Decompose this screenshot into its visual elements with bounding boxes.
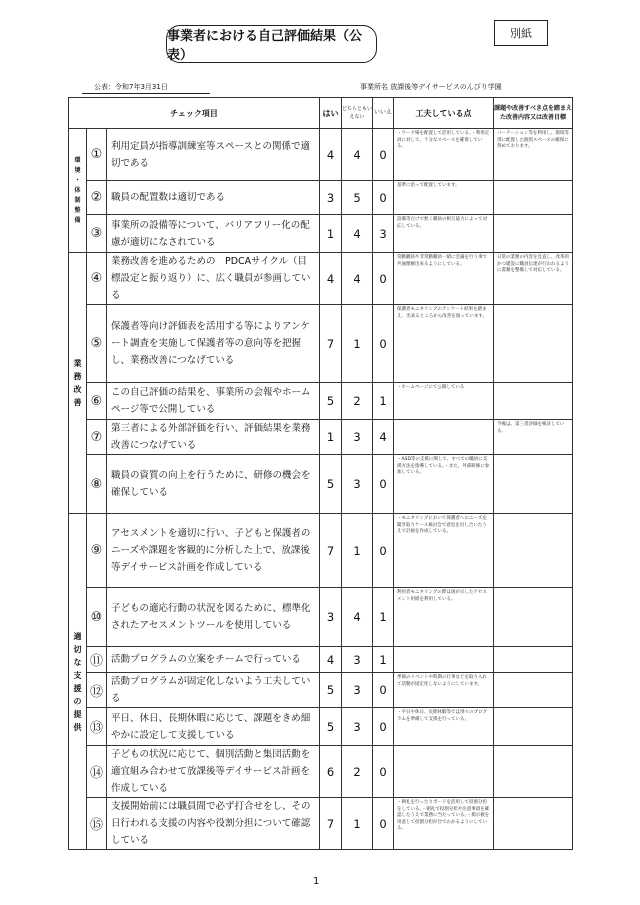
neither-count: 3 [342, 420, 373, 455]
no-count: 0 [373, 798, 394, 850]
category-improve: 業 務 改 善 [69, 253, 87, 514]
effort-note [394, 420, 494, 455]
evaluation-table [68, 97, 573, 850]
publication-date: 公表：令和7年3月31日 [94, 83, 168, 91]
row-number: ⑦ [87, 420, 107, 455]
row-number: ② [87, 181, 107, 215]
improvement-note [494, 708, 573, 746]
improvement-note [494, 588, 573, 647]
check-item-text: 利用定員が指導訓練室等スペースとの関係で適切である [107, 129, 320, 181]
table-row [69, 253, 573, 305]
neither-count: 5 [342, 181, 373, 215]
improvement-note [494, 305, 573, 383]
row-number: ⑪ [87, 647, 107, 673]
table-row [69, 129, 573, 181]
improvement-note [494, 647, 573, 673]
table-row [69, 181, 573, 215]
neither-count: 4 [342, 588, 373, 647]
neither-count: 1 [342, 305, 373, 383]
yes-count: 3 [320, 181, 342, 215]
check-item-text: 子どもの適応行動の状況を図るために、標準化されたアセスメントツールを使用している [107, 588, 320, 647]
effort-note [394, 647, 494, 673]
row-number: ⑧ [87, 455, 107, 514]
effort-note: 季節のイベントや時期の行事などを取り入れて活動が固定化しないようにしています。 [394, 673, 494, 708]
no-count: 0 [373, 129, 394, 181]
check-item-text: 平日、休日、長期休暇に応じて、課題をきめ細やかに設定して支援している [107, 708, 320, 746]
table-row [69, 420, 573, 455]
no-count: 0 [373, 673, 394, 708]
no-count: 1 [373, 647, 394, 673]
row-number: ⑫ [87, 673, 107, 708]
category-support: 適 切 な 支 援 の 提 供 [69, 514, 87, 850]
check-item-text: 職員の配置数は適切である [107, 181, 320, 215]
yes-count: 4 [320, 253, 342, 305]
no-count: 0 [373, 253, 394, 305]
check-item-text: 子どもの状況に応じて、個別活動と集団活動を適宜組み合わせて放課後等デイサービス計画を作成している [107, 746, 320, 798]
no-count: 3 [373, 215, 394, 253]
header-effort: 工夫している点 [394, 98, 494, 129]
yes-count: 7 [320, 514, 342, 588]
row-number: ⑨ [87, 514, 107, 588]
no-count: 0 [373, 514, 394, 588]
table-row [69, 647, 573, 673]
neither-count: 3 [342, 673, 373, 708]
check-item-text: 保護者等向け評価表を活用する等によりアンケート調査を実施して保護者等の意向等を把握し、業務改善につなげている [107, 305, 320, 383]
publication-date-underline [82, 93, 210, 94]
row-number: ⑮ [87, 798, 107, 850]
check-item-text: 事業所の設備等について、バリアフリー化の配慮が適切になされている [107, 215, 320, 253]
row-number: ⑥ [87, 383, 107, 420]
neither-count: 4 [342, 253, 373, 305]
category-env: 環 境 ・ 体 制 整 備 [69, 129, 87, 253]
yes-count: 5 [320, 383, 342, 420]
neither-count: 3 [342, 708, 373, 746]
neither-count: 2 [342, 383, 373, 420]
row-number: ⑭ [87, 746, 107, 798]
yes-count: 1 [320, 215, 342, 253]
yes-count: 7 [320, 305, 342, 383]
yes-count: 1 [320, 420, 342, 455]
check-item-text: 職員の資質の向上を行うために、研修の機会を確保している [107, 455, 320, 514]
neither-count: 1 [342, 514, 373, 588]
improvement-note [494, 215, 573, 253]
effort-note: ・平日や休日、長期休暇等では別々のプログラムを準備して支援を行っている。 [394, 708, 494, 746]
improvement-note [494, 746, 573, 798]
neither-count: 3 [342, 455, 373, 514]
effort-note: ・ASD等の支援に関して、すべての職員に支援方法を指導している。・また、外部研修に参加している。 [394, 455, 494, 514]
neither-count: 4 [342, 215, 373, 253]
table-row [69, 305, 573, 383]
table-row [69, 673, 573, 708]
effort-note: ・ホームページにて公開している [394, 383, 494, 420]
effort-note: 利用者モニタリングの際は国が示したアセスメント用紙を利用している。 [394, 588, 494, 647]
improvement-note [494, 383, 573, 420]
improvement-note [494, 455, 573, 514]
yes-count: 4 [320, 129, 342, 181]
row-number: ③ [87, 215, 107, 253]
facility-name: 事業所名 放課後等デイサービスのんびり学園 [360, 83, 502, 91]
check-item-text: 業務改善を進めるための PDCAサイクル（目標設定と振り返り）に、広く職員が参画している [107, 253, 320, 305]
no-count: 0 [373, 181, 394, 215]
check-item-text: この自己評価の結果を、事業所の会報やホームページ等で公開している [107, 383, 320, 420]
attachment-label [494, 20, 548, 46]
header-check-item: チェック項目 [69, 98, 320, 129]
no-count: 0 [373, 455, 394, 514]
improvement-note [494, 798, 573, 850]
attachment-label-text: 別紙 [510, 27, 532, 40]
no-count: 1 [373, 383, 394, 420]
yes-count: 4 [320, 647, 342, 673]
neither-count: 3 [342, 647, 373, 673]
check-item-text: 第三者による外部評価を行い、評価結果を業務改善につなげている [107, 420, 320, 455]
page-number: 1 [313, 876, 320, 887]
neither-count: 4 [342, 129, 373, 181]
neither-count: 1 [342, 798, 373, 850]
header-neither: どちらともいえない [342, 98, 373, 129]
document-title-text: 事業者における自己評価結果（公表） [167, 29, 363, 63]
check-item-text: アセスメントを適切に行い、子どもと保護者のニーズや課題を客観的に分析した上で、放課後等デイサービス計画を作成している [107, 514, 320, 588]
table-header-row [69, 98, 573, 129]
header-yes: はい [320, 98, 342, 129]
improvement-note [494, 181, 573, 215]
yes-count: 3 [320, 588, 342, 647]
effort-note: 基準に沿って配置しています。 [394, 181, 494, 215]
no-count: 1 [373, 588, 394, 647]
table-row [69, 215, 573, 253]
yes-count: 6 [320, 746, 342, 798]
no-count: 0 [373, 305, 394, 383]
improvement-note: 今後は、第三者評価を検討している。 [494, 420, 573, 455]
table-row [69, 514, 573, 588]
table-row [69, 383, 573, 420]
no-count: 4 [373, 420, 394, 455]
check-item-text: 活動プログラムが固定化しないよう工夫している [107, 673, 320, 708]
effort-note: 常勤職員や非常勤職員一緒に会議を行う事で共通理解出来るようにしている。 [394, 253, 494, 305]
header-improvement: 課題や改善すべき点を踏まえた改善内容又は改善目標 [494, 98, 573, 129]
neither-count: 2 [342, 746, 373, 798]
table-row [69, 798, 573, 850]
yes-count: 5 [320, 708, 342, 746]
no-count: 0 [373, 708, 394, 746]
check-item-text: 支援開始前には職員間で必ず打合せをし、その日行われる支援の内容や役割分担について確認している [107, 798, 320, 850]
table-row [69, 455, 573, 514]
effort-note: 設備等だけで無く職員の相互協力によって対応している。 [394, 215, 494, 253]
effort-note: ・モニタリングにおいて保護者へのニーズを聞き取りケース検討会で意見を出し合いたうえで計画を作成している。 [394, 514, 494, 588]
effort-note: 保護者モニタリングのアンケート結果を踏まえ、出来るところから改善を図っています。 [394, 305, 494, 383]
row-number: ① [87, 129, 107, 181]
effort-note: ・朝礼を行ったりボードを活用して役割分担をしている。・朝礼で役割分担や注意事項を確認したうえで業務に当たっている。・掲示板を用意して役割分担が目でわかるようにしている。 [394, 798, 494, 850]
row-number: ⑩ [87, 588, 107, 647]
table-row [69, 746, 573, 798]
yes-count: 7 [320, 798, 342, 850]
improvement-note [494, 514, 573, 588]
document-title [166, 25, 377, 63]
row-number: ⑤ [87, 305, 107, 383]
table-row [69, 588, 573, 647]
effort-note: ・ワーク場を配置して活用している。・利用定員に対して、十分なスペースを確保している。 [394, 129, 494, 181]
header-no: いいえ [373, 98, 394, 129]
check-item-text: 活動プログラムの立案をチームで行っている [107, 647, 320, 673]
row-number: ⑬ [87, 708, 107, 746]
no-count: 0 [373, 746, 394, 798]
yes-count: 5 [320, 455, 342, 514]
row-number: ④ [87, 253, 107, 305]
yes-count: 5 [320, 673, 342, 708]
improvement-note: パーテーション等を利用し、環境等別に配置した個別スペースの確保に努めております。 [494, 129, 573, 181]
table-row [69, 708, 573, 746]
effort-note [394, 746, 494, 798]
improvement-note [494, 673, 573, 708]
improvement-note: 日常の業務の内容を見直し、改革的かつ建設に職員伝達が行われるように書類を整備して対応している。 [494, 253, 573, 305]
